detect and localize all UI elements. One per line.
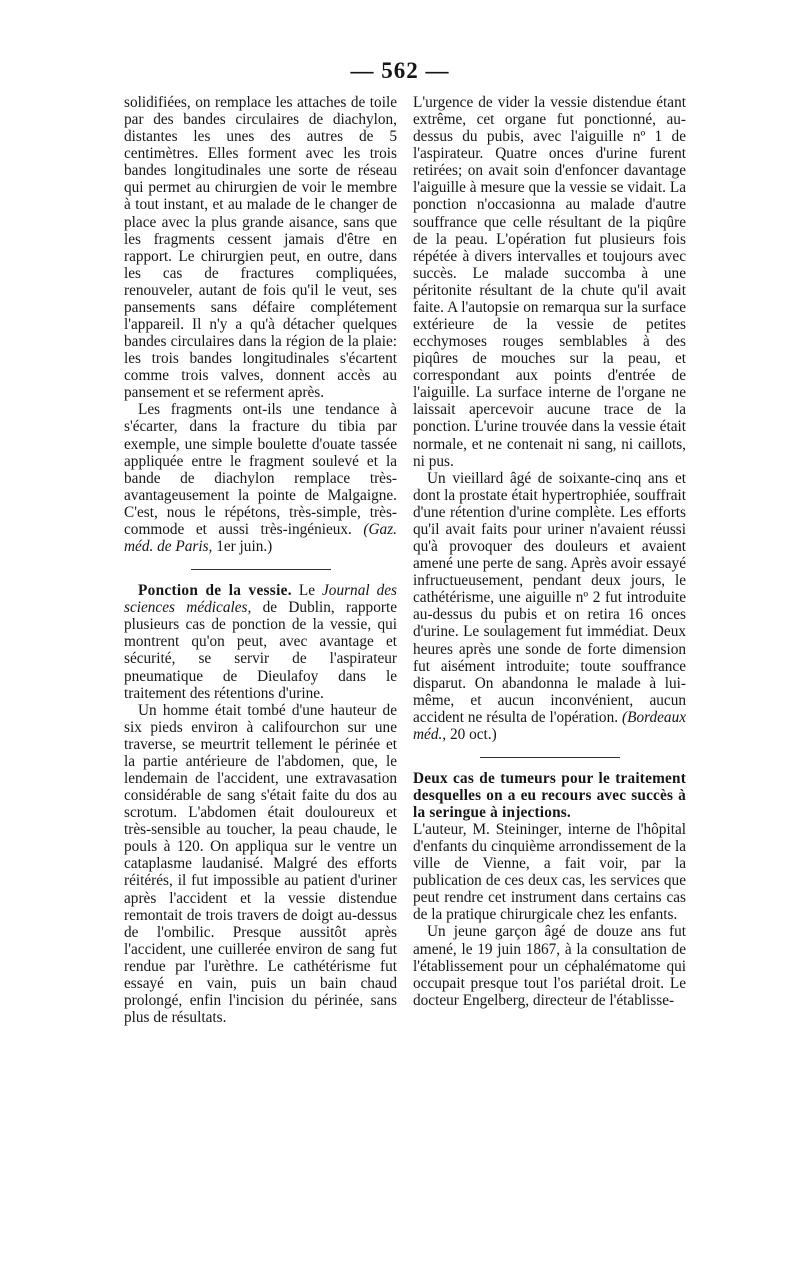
paragraph: Un vieillard âgé de soixante-cinq ans et dont la prostate était hypertrophiée, souffrait d'une rétention d'urine complète. Les efforts qu'il avait faits pour uriner n'avaient réussi qu'à provoquer des douleurs et avaient amené une perte de sang. Après avoir essayé infructueusement, pendant deux jours, le cathétérisme, une aiguille nº 2 fut introduite au-dessus du pubis et on retira 16 onces d'urine. Le soulagement fut immédiat. Deux heures après une sonde de forte dimension fut aisément introduite; toute souffrance disparut. On abandonna le malade à lui-même, et aucun inconvénient, aucun accident ne résulta de l'opération. (Bordeaux méd., 20 oct.) <box>413 469 687 743</box>
page-number: — 562 — <box>350 58 450 83</box>
citation: (Bordeaux méd., <box>413 708 687 743</box>
citation: (Gaz. méd. de Paris, <box>124 520 397 556</box>
section-title: Deux cas de tumeurs pour le traitement desquelles on a eu recours avec succès à la seringue à injections. <box>413 769 686 821</box>
paragraph: Les fragments ont-ils une tendance à s'écarter, dans la fracture du tibia par exemple, une simple boulette d'ouate tassée appliquée entre le fragment soulevé et la bande de diachylon remplace très-avantageusement la pointe de Malgaigne. C'est, nous le répétons, très-simple, très-commode et aussi très-ingénieux. (Gaz. méd. de Paris, 1er juin.) <box>124 401 397 556</box>
paragraph: Ponction de la vessie. Le Journal des sciences médicales, de Dublin, rapporte plusieurs cas de ponction de la vessie, qui montrent qu'on peut, avec avantage et sécurité, se servir de l'aspirateur pneumatique de Dieulafoy dans le traitement des rétentions d'urine. <box>124 582 397 702</box>
right-column <box>413 94 686 1009</box>
paragraph: Un homme était tombé d'une hauteur de six pieds environ à califourchon sur une traverse, se meurtrit tellement le périnée et la partie antérieure de l'abdomen, que, le lendemain de l'accident, une extravasation considérable de sang s'était faite du dos au scrotum. L'abdomen était douloureux et très-sensible au toucher, la peau chaude, le pouls à 120. On appliqua sur le ventre un cataplasme laudanisé. Malgré des efforts réitérés, il fut impossible au patient d'uriner après l'accident et la vessie distendue remontait de trois travers de doigt au-dessus de l'ombilic. Presque aussitôt après l'accident, une cuillerée environ de sang fut rendue par l'urèthre. Le cathétérisme fut essayé en vain, puis un bain chaud prolongé, enfin l'incision du périnée, sans plus de résultats. <box>124 701 397 1027</box>
section-heading: Ponction de la vessie. <box>138 582 292 600</box>
paragraph: L'urgence de vider la vessie distendue étant extrême, cet organe fut ponctionné, au-dessus du pubis, avec l'aiguille nº 1 de l'aspirateur. Quatre onces d'urine furent retirées; on avait soin d'enfoncer davantage l'aiguille à mesure que la vessie se vidait. La ponction n'occasionna au malade d'autre souffrance que celle résultant de la piqûre de la peau. L'opération fut plusieurs fois répétée à divers intervalles et toujours avec succès. Le malade succomba à une péritonite résultant de la chute qu'il avait faite. A l'autopsie on remarqua sur la surface extérieure de la vessie de petites ecchymoses rouges semblables à des piqûres de mouches sur la peau, et correspondant aux points d'entrée de l'aiguille. La surface interne de l'organe ne laissait apercevoir aucune trace de la ponction. L'urine trouvée dans la vessie était normale, et ne contenait ni sang, ni caillots, ni pus. <box>413 94 686 470</box>
left-column <box>124 94 397 1026</box>
section-divider <box>191 569 331 570</box>
paragraph: Un jeune garçon âgé de douze ans fut amené, le 19 juin 1867, à la consultation de l'établissement pour un céphalématome qui occupait presque tout l'os pariétal droit. Le docteur Engelberg, directeur de l'établisse- <box>413 923 686 1009</box>
citation-date: 20 oct.) <box>449 725 497 743</box>
paragraph: L'auteur, M. Steininger, interne de l'hôpital d'enfants du cinquième arrondissement de la ville de Vienne, a fait voir, par la publication de ces deux cas, les services que peut rendre cet instrument dans certains cas de la pratique chirurgicale chez les enfants. <box>413 820 686 924</box>
section-divider <box>480 757 620 758</box>
paragraph: solidifiées, on remplace les attaches de toile par des bandes circulaires de diachylon, distantes les unes des autres de 5 centimètres. Elles forment avec les trois bandes longitudinales une sorte de réseau qui permet au chirurgien de voir le membre à tout instant, et au malade de le changer de place avec la plus grande aisance, sans que les fragments cessent jamais d'être en rapport. Le chirurgien peut, en outre, dans les cas de fractures compliquées, renouveler, autant de fois qu'il le veut, ses pansements sans défaire complétement l'appareil. Il n'y a qu'à détacher quelques bandes circulaires dans la région de la plaie: les trois bandes longitudinales s'écartent comme trois valves, donnent accès au pansement et se referment après. <box>124 94 397 402</box>
citation-date: 1er juin.) <box>216 538 273 556</box>
journal-name: Journal des sciences médicales, <box>124 582 397 617</box>
